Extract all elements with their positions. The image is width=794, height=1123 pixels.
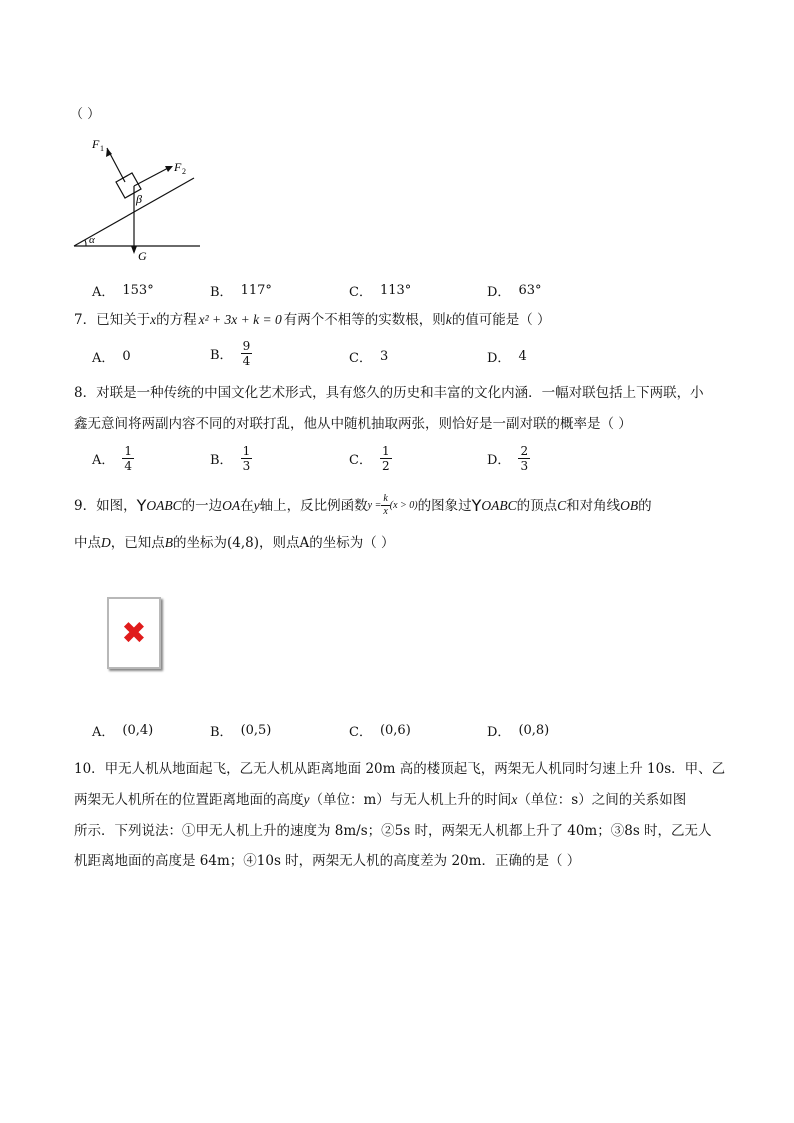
broken-image-icon: ✖ [121,615,147,651]
fraction: $\frac{9}{4}$ [242,339,251,368]
q8-choice-b[interactable]: B． $\frac{1}{3}$ [210,444,251,473]
q6-choice-a[interactable]: A． 153° [92,283,154,300]
q9-choice-c[interactable]: C． (0,6) [349,723,411,740]
q10-stem-line3: 所示．下列说法：①甲无人机上升的速度为 8m/s；②5s 时，两架无人机都上升了 40m；③8s 时，乙无人 [74,823,712,839]
q8-choice-c[interactable]: C． $\frac{1}{2}$ [349,444,390,473]
q6-answer-bracket: （ ） [70,107,101,122]
fraction: $\frac{1}{4}$ [124,444,133,473]
q7-choice-b[interactable]: B． $\frac{9}{4}$ [210,339,251,368]
q7-choice-d[interactable]: D． 4 [487,349,527,366]
q9-choice-a[interactable]: A． (0,4) [92,723,154,740]
fraction: $\frac{k}{x}$ [383,493,388,517]
parallelogram-symbol: Y [136,495,147,515]
label-f1: F [92,137,100,151]
q7-choice-c[interactable]: C． 3 [349,349,389,366]
label-f1-sub: 1 [100,144,104,153]
q9-stem-line2: 中点D，已知点B的坐标为(4,8)，则点A的坐标为（ ） [74,535,395,551]
q8-stem-line1: 8．对联是一种传统的中国文化艺术形式，具有悠久的历史和丰富的文化内涵．一幅对联包括上下两联，小 [74,385,704,401]
q10-stem-line4: 机距离地面的高度是 64m；④10s 时，两架无人机的高度差为 20m．正确的是（ ） [74,853,581,869]
q6-choice-d[interactable]: D． 63° [487,283,542,300]
q8-stem-line2: 鑫无意间将两副内容不同的对联打乱，他从中随机抽取两张，则恰好是一副对联的概率是（ ） [74,416,632,432]
label-f2-sub: 2 [182,167,186,176]
fraction: $\frac{2}{3}$ [520,444,529,473]
incline-force-diagram [70,130,210,270]
q8-choice-d[interactable]: D． $\frac{2}{3}$ [487,444,529,473]
q10-stem-line2: 两架无人机所在的位置距离地面的高度y（单位：m）与无人机上升的时间x（单位：s）之间的关系如图 [74,792,687,808]
q7-equation: x² + 3x + k = 0 [198,312,282,327]
broken-image-placeholder [107,597,161,669]
q10-stem-line1: 10．甲无人机从地面起飞，乙无人机从距离地面 20m 高的楼顶起飞，两架无人机同时匀速上升 10s．甲、乙 [74,761,726,777]
fraction: $\frac{1}{2}$ [381,444,390,473]
q6-choice-b[interactable]: B． 117° [210,283,272,300]
q9-choice-d[interactable]: D． (0,8) [487,723,550,740]
q7-choice-a[interactable]: A． 0 [92,349,131,366]
q8-choice-a[interactable]: A． $\frac{1}{4}$ [92,444,133,473]
label-f2: F [174,160,182,174]
q9-stem-line1: 9．如图， Y OABC 的一边 OA 在 y 轴上，反比例函数 y = $\frac{k}{x}$ (x > 0) 的图象过 Y OABC 的顶点 C 和对角线 OB 的 [74,493,652,517]
parallelogram-symbol: Y [471,495,482,515]
label-beta: β [136,192,142,206]
q9-choice-b[interactable]: B． (0,5) [210,723,272,740]
q7-stem: 7．已知关于x的方程 x² + 3x + k = 0 有两个不相等的实数根，则k的值可能是（ ） [74,312,551,328]
fraction: $\frac{1}{3}$ [242,444,251,473]
label-alpha: α [89,234,95,246]
label-g: G [138,249,147,263]
q6-choice-c[interactable]: C． 113° [349,283,412,300]
